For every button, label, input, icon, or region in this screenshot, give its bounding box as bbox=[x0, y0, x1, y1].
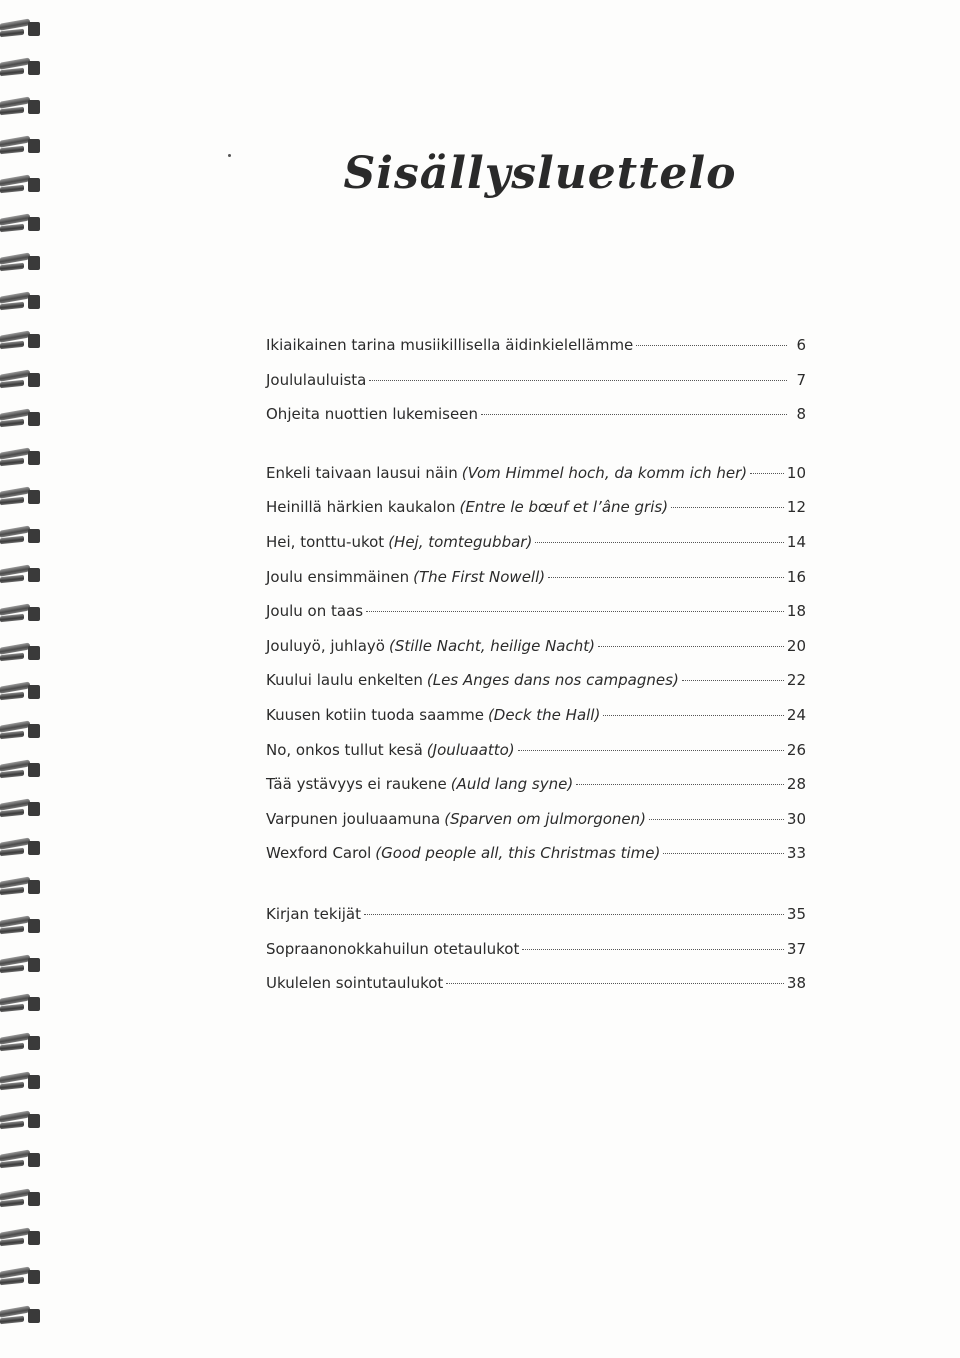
binding-coil bbox=[0, 135, 44, 157]
entry-title: Sopraanonokkahuilun otetaulukot bbox=[266, 939, 520, 958]
entry-title: Jouluyö, juhlayö bbox=[266, 636, 385, 655]
binding-coil bbox=[0, 642, 44, 664]
entry-original-title: (The First Nowell) bbox=[413, 567, 546, 586]
toc-entry bbox=[266, 802, 806, 837]
binding-coil bbox=[0, 408, 44, 430]
dot-leader bbox=[682, 680, 784, 681]
toc-entry bbox=[266, 733, 806, 768]
entry-page-number: 22 bbox=[786, 671, 806, 690]
toc-entry bbox=[266, 594, 806, 629]
spiral-binding bbox=[0, 18, 46, 1348]
toc-entry bbox=[266, 966, 806, 1001]
binding-coil bbox=[0, 1110, 44, 1132]
dot-leader bbox=[750, 473, 784, 474]
binding-coil bbox=[0, 18, 44, 40]
entry-title: Ohjeita nuottien lukemiseen bbox=[266, 405, 478, 424]
binding-coil bbox=[0, 798, 44, 820]
entry-original-title: (Deck the Hall) bbox=[487, 705, 601, 724]
entry-title: Tää ystävyys ei raukene bbox=[266, 775, 447, 794]
toc-entry bbox=[266, 897, 806, 932]
dot-leader bbox=[518, 750, 784, 751]
toc-entry bbox=[266, 490, 806, 525]
entry-page-number: 16 bbox=[786, 567, 806, 586]
binding-coil bbox=[0, 681, 44, 703]
dot-leader bbox=[636, 345, 787, 346]
dot-leader bbox=[598, 646, 784, 647]
toc-entry bbox=[266, 698, 806, 733]
entry-title: Heinillä härkien kaukalon bbox=[266, 498, 456, 517]
entry-page-number: 38 bbox=[786, 974, 806, 993]
binding-coil bbox=[0, 876, 44, 898]
entry-original-title: (Entre le bœuf et l’âne gris) bbox=[459, 498, 669, 517]
binding-coil bbox=[0, 603, 44, 625]
entry-page-number: 7 bbox=[796, 370, 806, 389]
toc-entry bbox=[266, 456, 806, 491]
binding-coil bbox=[0, 486, 44, 508]
entry-title: Kirjan tekijät bbox=[266, 904, 362, 923]
entry-title: Joululauluista bbox=[266, 370, 367, 389]
entry-title: Enkeli taivaan lausui näin bbox=[266, 463, 458, 482]
entry-title: Hei, tonttu-ukot bbox=[266, 532, 385, 551]
dot-leader bbox=[663, 853, 784, 854]
binding-coil bbox=[0, 291, 44, 313]
entry-page-number: 24 bbox=[786, 705, 806, 724]
toc-entry bbox=[266, 363, 806, 398]
dot-leader bbox=[535, 542, 784, 543]
dot-leader bbox=[603, 715, 784, 716]
dot-leader bbox=[446, 983, 784, 984]
page-title: Sisällysluettelo bbox=[343, 148, 737, 199]
section-gap bbox=[266, 871, 806, 897]
entry-title: Joulu on taas bbox=[266, 602, 364, 621]
binding-coil bbox=[0, 720, 44, 742]
entry-page-number: 10 bbox=[786, 463, 806, 482]
binding-coil bbox=[0, 1305, 44, 1327]
entry-original-title: (Auld lang syne) bbox=[450, 775, 574, 794]
binding-coil bbox=[0, 759, 44, 781]
binding-coil bbox=[0, 369, 44, 391]
entry-title: Varpunen jouluaamuna bbox=[266, 809, 441, 828]
dot-leader bbox=[364, 914, 784, 915]
toc-entry bbox=[266, 525, 806, 560]
entry-page-number: 26 bbox=[786, 740, 806, 759]
entry-page-number: 30 bbox=[786, 809, 806, 828]
binding-coil bbox=[0, 1071, 44, 1093]
dot-leader bbox=[366, 611, 784, 612]
entry-original-title: (Les Anges dans nos campagnes) bbox=[426, 671, 679, 690]
entry-title: Joulu ensimmäinen bbox=[266, 567, 410, 586]
entry-title: Wexford Carol bbox=[266, 844, 372, 863]
binding-coil bbox=[0, 1188, 44, 1210]
binding-coil bbox=[0, 954, 44, 976]
dot-leader bbox=[576, 784, 784, 785]
binding-coil bbox=[0, 447, 44, 469]
entry-page-number: 8 bbox=[796, 405, 806, 424]
dot-leader bbox=[671, 507, 784, 508]
entry-title: No, onkos tullut kesä bbox=[266, 740, 423, 759]
entry-title: Ikiaikainen tarina musiikillisella äidinkielellämme bbox=[266, 336, 634, 354]
dot-leader bbox=[369, 380, 787, 381]
binding-coil bbox=[0, 96, 44, 118]
entry-page-number: 18 bbox=[786, 602, 806, 621]
toc-entry bbox=[266, 397, 806, 432]
entry-page-number: 6 bbox=[796, 336, 806, 354]
entry-original-title: (Vom Himmel hoch, da komm ich her) bbox=[461, 463, 748, 482]
table-of-contents bbox=[266, 328, 806, 1001]
dot-leader bbox=[481, 414, 787, 415]
binding-coil bbox=[0, 330, 44, 352]
entry-page-number: 12 bbox=[786, 498, 806, 517]
entry-title: Kuului laulu enkelten bbox=[266, 671, 423, 690]
binding-coil bbox=[0, 1032, 44, 1054]
binding-coil bbox=[0, 57, 44, 79]
toc-entry bbox=[266, 767, 806, 802]
binding-coil bbox=[0, 1227, 44, 1249]
binding-coil bbox=[0, 174, 44, 196]
binding-coil bbox=[0, 915, 44, 937]
binding-coil bbox=[0, 993, 44, 1015]
entry-original-title: (Sparven om julmorgonen) bbox=[444, 809, 647, 828]
binding-coil bbox=[0, 564, 44, 586]
toc-entry bbox=[266, 836, 806, 871]
binding-coil bbox=[0, 252, 44, 274]
entry-original-title: (Good people all, this Christmas time) bbox=[375, 844, 661, 863]
entry-page-number: 14 bbox=[786, 532, 806, 551]
toc-entry bbox=[266, 932, 806, 967]
binding-coil bbox=[0, 1266, 44, 1288]
toc-entry bbox=[266, 629, 806, 664]
toc-entry bbox=[266, 328, 806, 363]
entry-page-number: 37 bbox=[786, 939, 806, 958]
toc-entry bbox=[266, 560, 806, 595]
entry-title: Ukulelen sointutaulukot bbox=[266, 974, 444, 993]
toc-entry bbox=[266, 663, 806, 698]
binding-coil bbox=[0, 837, 44, 859]
dot-leader bbox=[548, 577, 784, 578]
binding-coil bbox=[0, 213, 44, 235]
dot-leader bbox=[649, 819, 784, 820]
entry-page-number: 28 bbox=[786, 775, 806, 794]
entry-page-number: 35 bbox=[786, 904, 806, 923]
paper-speck bbox=[228, 154, 231, 157]
entry-original-title: (Hej, tomtegubbar) bbox=[388, 532, 533, 551]
section-gap bbox=[266, 432, 806, 456]
entry-original-title: (Jouluaatto) bbox=[426, 740, 515, 759]
binding-coil bbox=[0, 1149, 44, 1171]
entry-original-title: (Stille Nacht, heilige Nacht) bbox=[388, 636, 595, 655]
binding-coil bbox=[0, 525, 44, 547]
entry-page-number: 20 bbox=[786, 636, 806, 655]
entry-page-number: 33 bbox=[786, 844, 806, 863]
dot-leader bbox=[522, 949, 784, 950]
entry-title: Kuusen kotiin tuoda saamme bbox=[266, 705, 484, 724]
